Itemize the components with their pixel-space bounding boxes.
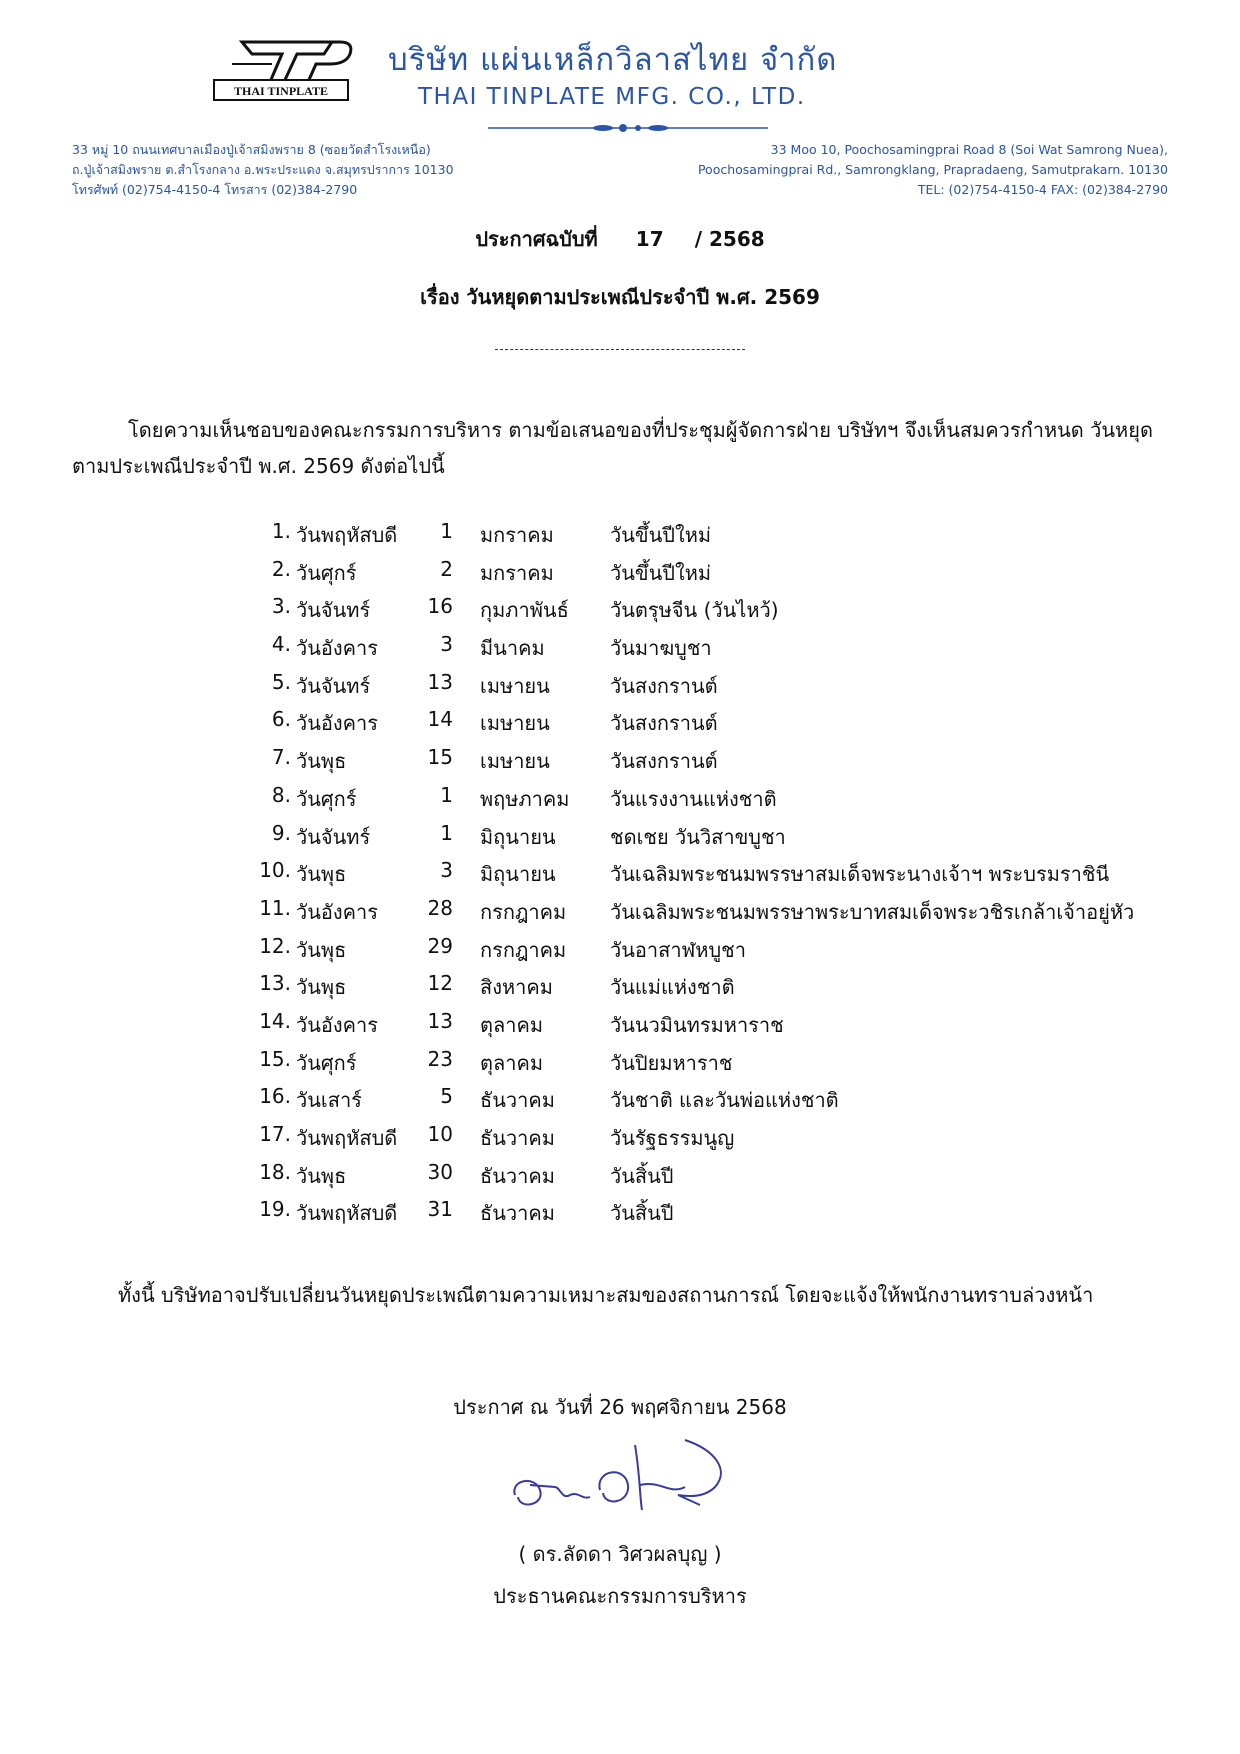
holiday-month: มกราคม bbox=[480, 523, 554, 547]
holiday-name: วันสงกรานต์ bbox=[610, 749, 718, 774]
address-english-line: Poochosamingprai Rd., Samrongklang, Prapradaeng, Samutprakarn. 10130 bbox=[697, 162, 1168, 177]
holiday-date: 29 bbox=[427, 933, 453, 958]
holiday-number: 7. bbox=[271, 745, 291, 770]
address-thai-line: โทรศัพท์ (02)754-4150-4 โทรสาร (02)384-2790 bbox=[72, 182, 358, 197]
holiday-date: 3 bbox=[440, 858, 453, 883]
holiday-number: 3. bbox=[271, 594, 291, 619]
holiday-number: 2. bbox=[271, 556, 291, 581]
holiday-row bbox=[255, 821, 1185, 859]
company-logo bbox=[212, 34, 362, 104]
holiday-name: ชดเชย วันวิสาขบูชา bbox=[610, 824, 786, 849]
announcement-title bbox=[0, 223, 1240, 255]
holiday-month: เมษายน bbox=[480, 711, 550, 736]
holiday-date: 16 bbox=[427, 594, 453, 619]
holiday-name: วันมาฆบูชา bbox=[610, 636, 712, 661]
holiday-number: 17. bbox=[259, 1122, 291, 1146]
holiday-name: วันเฉลิมพระชนมพรรษาพระบาทสมเด็จพระวชิรเกล้าเจ้าอยู่หัว bbox=[610, 899, 1135, 924]
holiday-month: ธันวาคม bbox=[480, 1126, 555, 1150]
holiday-row bbox=[255, 745, 1185, 783]
announcement-subject: เรื่อง วันหยุดตามประเพณีประจำปี พ.ศ. 2569 bbox=[420, 285, 820, 309]
holiday-month: เมษายน bbox=[480, 673, 550, 698]
holiday-name: วันตรุษจีน (วันไหว้) bbox=[610, 598, 779, 623]
holiday-weekday: วันจันทร์ bbox=[296, 824, 371, 849]
holiday-weekday: วันจันทร์ bbox=[296, 598, 371, 623]
holiday-number: 16. bbox=[259, 1084, 291, 1109]
holiday-list bbox=[255, 519, 1185, 1235]
holiday-date: 28 bbox=[427, 895, 453, 920]
holiday-month: กรกฎาคม bbox=[480, 937, 567, 962]
decorative-flourish bbox=[488, 118, 768, 138]
holiday-weekday: วันอังคาร bbox=[296, 899, 379, 924]
announcement-number: 17 bbox=[635, 227, 664, 251]
holiday-number: 8. bbox=[271, 782, 291, 807]
holiday-row bbox=[255, 670, 1185, 708]
holiday-name: วันเฉลิมพระชนมพรรษาสมเด็จพระนางเจ้าฯ พระบรมราชินี bbox=[610, 862, 1110, 887]
holiday-month: ธันวาคม bbox=[480, 1201, 555, 1226]
holiday-name: วันอาสาฬหบูชา bbox=[610, 937, 746, 962]
holiday-row bbox=[255, 557, 1185, 595]
holiday-weekday: วันพฤหัสบดี bbox=[296, 523, 398, 547]
holiday-number: 19. bbox=[259, 1197, 291, 1222]
holiday-month: ตุลาคม bbox=[480, 1050, 544, 1075]
holiday-weekday: วันพุธ bbox=[296, 1163, 347, 1188]
announcement-title-prefix: ประกาศฉบับที่ bbox=[475, 227, 598, 251]
holiday-name: วันนวมินทรมหาราช bbox=[610, 1012, 784, 1037]
holiday-date: 13 bbox=[427, 669, 453, 694]
holiday-date: 3 bbox=[440, 632, 453, 657]
signature bbox=[500, 1425, 740, 1545]
title-divider bbox=[495, 349, 745, 350]
company-name-english: THAI TINPLATE MFG. CO., LTD. bbox=[418, 84, 806, 110]
holiday-number: 11. bbox=[259, 895, 291, 920]
holiday-weekday: วันพุธ bbox=[296, 937, 347, 962]
signer-name: ( ดร.ลัดดา วิศวผลบุญ ) bbox=[518, 1542, 722, 1566]
intro-paragraph bbox=[72, 412, 1172, 484]
holiday-number: 1. bbox=[271, 519, 291, 543]
company-name-thai: บริษัท แผ่นเหล็กวิลาสไทย จำกัด bbox=[388, 42, 838, 78]
holiday-number: 14. bbox=[259, 1008, 291, 1033]
holiday-row bbox=[255, 971, 1185, 1009]
holiday-number: 9. bbox=[271, 820, 291, 845]
holiday-month: เมษายน bbox=[480, 749, 550, 774]
holiday-month: กุมภาพันธ์ bbox=[480, 598, 569, 623]
holiday-row bbox=[255, 858, 1185, 896]
address-english-line: TEL: (02)754-4150-4 FAX: (02)384-2790 bbox=[917, 182, 1168, 197]
signed-date: ประกาศ ณ วันที่ 26 พฤศจิกายน 2568 bbox=[453, 1395, 787, 1419]
holiday-date: 15 bbox=[427, 745, 453, 770]
holiday-number: 18. bbox=[259, 1159, 291, 1184]
holiday-weekday: วันอังคาร bbox=[296, 636, 379, 661]
holiday-date: 10 bbox=[427, 1122, 453, 1146]
holiday-month: ธันวาคม bbox=[480, 1088, 555, 1113]
holiday-row bbox=[255, 632, 1185, 670]
holiday-name: วันสิ้นปี bbox=[610, 1201, 674, 1226]
holiday-weekday: วันพุธ bbox=[296, 749, 347, 774]
holiday-name: วันแม่แห่งชาติ bbox=[610, 975, 735, 1000]
holiday-date: 2 bbox=[440, 556, 453, 581]
address-english bbox=[698, 140, 1168, 200]
holiday-weekday: วันพฤหัสบดี bbox=[296, 1201, 398, 1226]
holiday-row bbox=[255, 1047, 1185, 1085]
closing-note: ทั้งนี้ บริษัทอาจปรับเปลี่ยนวันหยุดประเพณีตามความเหมาะสมของสถานการณ์ โดยจะแจ้งให้พนักงานทราบล่วงหน้า bbox=[118, 1283, 1094, 1307]
holiday-name: วันขึ้นปีใหม่ bbox=[610, 560, 712, 585]
holiday-row bbox=[255, 519, 1185, 557]
holiday-date: 1 bbox=[440, 782, 453, 807]
holiday-weekday: วันศุกร์ bbox=[296, 560, 357, 585]
holiday-month: ตุลาคม bbox=[480, 1012, 544, 1037]
holiday-row bbox=[255, 1084, 1185, 1122]
holiday-row bbox=[255, 783, 1185, 821]
holiday-name: วันชาติ และวันพ่อแห่งชาติ bbox=[610, 1088, 839, 1113]
holiday-date: 1 bbox=[440, 820, 453, 845]
holiday-row bbox=[255, 934, 1185, 972]
holiday-name: วันรัฐธรรมนูญ bbox=[610, 1126, 735, 1150]
holiday-name: วันแรงงานแห่งชาติ bbox=[610, 786, 777, 811]
holiday-month: มิถุนายน bbox=[480, 824, 556, 849]
logo-text: THAI TINPLATE bbox=[234, 84, 328, 98]
announcement-year: / 2568 bbox=[694, 227, 765, 251]
holiday-row bbox=[255, 896, 1185, 934]
holiday-weekday: วันอังคาร bbox=[296, 711, 379, 736]
holiday-number: 6. bbox=[271, 707, 291, 732]
address-english-line: 33 Moo 10, Poochosamingprai Road 8 (Soi Wat Samrong Nuea), bbox=[770, 142, 1168, 157]
holiday-weekday: วันพฤหัสบดี bbox=[296, 1126, 398, 1150]
holiday-weekday: วันพุธ bbox=[296, 975, 347, 1000]
holiday-month: มีนาคม bbox=[480, 636, 545, 661]
holiday-number: 4. bbox=[271, 632, 291, 657]
holiday-number: 12. bbox=[259, 933, 291, 958]
holiday-name: วันสงกรานต์ bbox=[610, 711, 718, 736]
holiday-date: 30 bbox=[427, 1159, 453, 1184]
holiday-name: วันสงกรานต์ bbox=[610, 673, 718, 698]
address-thai-line: ถ.ปู่เจ้าสมิงพราย ต.สำโรงกลาง อ.พระประแดง จ.สมุทรปราการ 10130 bbox=[72, 162, 454, 177]
holiday-date: 1 bbox=[440, 519, 453, 543]
holiday-date: 12 bbox=[427, 971, 453, 996]
holiday-date: 31 bbox=[427, 1197, 453, 1222]
holiday-weekday: วันศุกร์ bbox=[296, 1050, 357, 1075]
holiday-number: 10. bbox=[259, 858, 291, 883]
holiday-weekday: วันอังคาร bbox=[296, 1012, 379, 1037]
intro-text: โดยความเห็นชอบของคณะกรรมการบริหาร ตามข้อเสนอของที่ประชุมผู้จัดการฝ่าย บริษัทฯ จึงเห็นสมควรกำหนด วันหยุดตามประเพณีประจำปี พ.ศ. 2569 ดังต่อไปนี้ bbox=[72, 418, 1153, 478]
holiday-name: วันปิยมหาราช bbox=[610, 1050, 733, 1075]
holiday-row bbox=[255, 1009, 1185, 1047]
holiday-row bbox=[255, 1160, 1185, 1198]
holiday-date: 13 bbox=[427, 1008, 453, 1033]
signer-position: ประธานคณะกรรมการบริหาร bbox=[493, 1584, 747, 1608]
holiday-weekday: วันพุธ bbox=[296, 862, 347, 887]
address-thai-line: 33 หมู่ 10 ถนนเทศบาลเมืองปู่เจ้าสมิงพราย 8 (ซอยวัดสำโรงเหนือ) bbox=[72, 142, 431, 157]
holiday-month: มกราคม bbox=[480, 560, 554, 585]
holiday-month: มิถุนายน bbox=[480, 862, 556, 887]
holiday-number: 5. bbox=[271, 669, 291, 694]
holiday-number: 13. bbox=[259, 971, 291, 996]
holiday-row bbox=[255, 1197, 1185, 1235]
holiday-weekday: วันจันทร์ bbox=[296, 673, 371, 698]
holiday-weekday: วันศุกร์ bbox=[296, 786, 357, 811]
address-thai bbox=[72, 140, 454, 200]
holiday-row bbox=[255, 707, 1185, 745]
holiday-number: 15. bbox=[259, 1046, 291, 1071]
holiday-date: 14 bbox=[427, 707, 453, 732]
holiday-row bbox=[255, 594, 1185, 632]
holiday-row bbox=[255, 1122, 1185, 1160]
holiday-month: ธันวาคม bbox=[480, 1163, 555, 1188]
holiday-date: 23 bbox=[427, 1046, 453, 1071]
holiday-weekday: วันเสาร์ bbox=[296, 1088, 362, 1113]
holiday-month: สิงหาคม bbox=[480, 975, 553, 1000]
holiday-month: กรกฎาคม bbox=[480, 899, 567, 924]
holiday-month: พฤษภาคม bbox=[480, 786, 570, 811]
holiday-name: วันสิ้นปี bbox=[610, 1163, 674, 1188]
holiday-name: วันขึ้นปีใหม่ bbox=[610, 523, 712, 547]
holiday-date: 5 bbox=[440, 1084, 453, 1109]
